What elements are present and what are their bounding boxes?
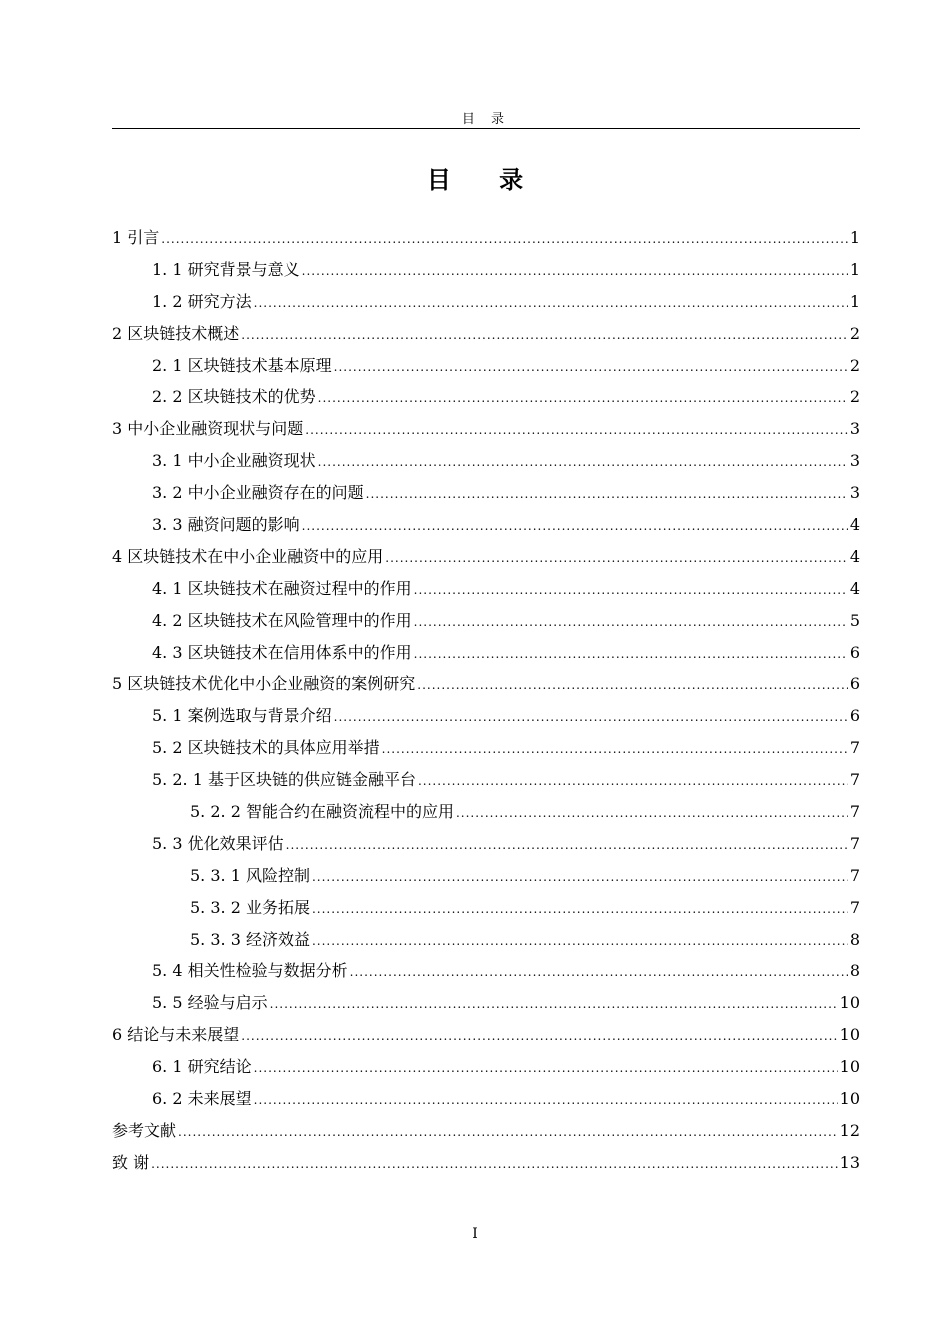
toc-entry-label: 3. 1 中小企业融资现状 — [152, 451, 316, 471]
toc-entry-label: 1 引言 — [112, 228, 160, 247]
toc-leader-dots — [414, 607, 848, 639]
toc-entry-label: 5. 5 经验与启示 — [152, 993, 268, 1013]
toc-entry[interactable] — [112, 700, 860, 732]
toc-leader-dots — [318, 447, 848, 479]
toc-leader-dots — [334, 702, 848, 734]
toc-leader-dots — [382, 734, 848, 766]
page-number: I — [472, 1226, 478, 1242]
toc-entry-page: 2 — [849, 387, 860, 407]
toc-entry[interactable] — [112, 350, 860, 382]
toc-entry-page: 1 — [849, 291, 860, 311]
toc-entry[interactable] — [112, 381, 860, 413]
toc-entry-label: 5. 3. 3 经济效益 — [190, 929, 310, 949]
toc-entry-label: 6 结论与未来展望 — [112, 1025, 240, 1045]
toc-leader-dots — [241, 1021, 837, 1053]
toc-entry-label: 5. 2 区块链技术的具体应用举措 — [152, 738, 380, 758]
toc-entry-page: 7 — [849, 738, 860, 758]
toc-leader-dots — [302, 256, 848, 288]
toc-entry-label: 5. 3. 2 业务拓展 — [190, 897, 310, 917]
toc-leader-dots — [456, 798, 848, 830]
toc-entry-label: 致 谢 — [112, 1152, 150, 1172]
toc-leader-dots — [270, 989, 838, 1021]
toc-entry-label: 2. 2 区块链技术的优势 — [152, 387, 316, 407]
toc-entry-label: 4. 2 区块链技术在风险管理中的作用 — [152, 610, 412, 630]
toc-entry-page: 4 — [849, 546, 860, 566]
toc-leader-dots — [286, 830, 848, 862]
toc-entry[interactable] — [112, 1051, 860, 1083]
toc-entry[interactable] — [112, 605, 860, 637]
toc-leader-dots — [417, 670, 848, 702]
toc-entry[interactable] — [112, 796, 860, 828]
toc-entry-page: 4 — [849, 578, 860, 598]
toc-entry-label: 5. 1 案例选取与背景介绍 — [152, 706, 332, 726]
toc-entry[interactable] — [112, 445, 860, 477]
toc-leader-dots — [414, 639, 848, 671]
toc-leader-dots — [241, 320, 848, 352]
toc-entry-label: 6. 2 未来展望 — [152, 1089, 252, 1109]
toc-entry-label: 4. 3 区块链技术在信用体系中的作用 — [152, 642, 412, 662]
toc-entry-label: 参考文献 — [112, 1120, 177, 1140]
toc-entry[interactable] — [112, 286, 860, 318]
toc-entry[interactable] — [112, 318, 860, 350]
toc-entry-page: 3 — [849, 483, 860, 503]
table-of-contents — [112, 222, 860, 1179]
toc-entry-label: 5. 2. 1 基于区块链的供应链金融平台 — [152, 770, 416, 790]
toc-entry[interactable] — [112, 222, 860, 254]
toc-leader-dots — [302, 511, 848, 543]
toc-leader-dots — [318, 383, 848, 415]
toc-entry-page: 8 — [849, 929, 860, 949]
toc-entry[interactable] — [112, 1147, 860, 1179]
toc-leader-dots — [334, 352, 848, 384]
toc-entry[interactable] — [112, 477, 860, 509]
toc-entry-label: 5 区块链技术优化中小企业融资的案例研究 — [112, 674, 416, 694]
toc-entry-page: 7 — [849, 833, 860, 853]
toc-entry-page: 7 — [849, 802, 860, 822]
toc-entry-page: 5 — [849, 610, 860, 630]
toc-entry-label: 6. 1 研究结论 — [152, 1057, 252, 1077]
toc-entry-page: 13 — [839, 1152, 860, 1172]
toc-entry[interactable] — [112, 828, 860, 860]
toc-entry[interactable] — [112, 892, 860, 924]
toc-entry-page: 7 — [849, 770, 860, 790]
toc-leader-dots — [312, 862, 848, 894]
toc-entry-label: 3. 2 中小企业融资存在的问题 — [152, 483, 364, 503]
toc-entry-label: 3 中小企业融资现状与问题 — [112, 419, 304, 439]
toc-leader-dots — [151, 1149, 838, 1181]
toc-entry[interactable] — [112, 413, 860, 445]
toc-leader-dots — [254, 1053, 838, 1085]
toc-entry[interactable] — [112, 573, 860, 605]
toc-leader-dots — [418, 766, 848, 798]
toc-entry-label: 4. 1 区块链技术在融资过程中的作用 — [152, 578, 412, 598]
toc-entry-label: 5. 2. 2 智能合约在融资流程中的应用 — [190, 802, 454, 822]
toc-entry[interactable] — [112, 1083, 860, 1115]
toc-entry-label: 2 区块链技术概述 — [112, 323, 240, 343]
toc-entry-page: 3 — [849, 451, 860, 471]
toc-entry-page: 6 — [849, 706, 860, 726]
toc-entry[interactable] — [112, 254, 860, 286]
toc-leader-dots — [366, 479, 848, 511]
toc-entry-page: 3 — [849, 419, 860, 439]
toc-entry-page: 10 — [839, 1089, 860, 1109]
toc-entry-page: 2 — [849, 355, 860, 375]
toc-entry-label: 5. 4 相关性检验与数据分析 — [152, 961, 348, 981]
toc-leader-dots — [178, 1117, 838, 1149]
toc-entry-page: 1 — [849, 259, 860, 279]
toc-entry-label: 5. 3. 1 风险控制 — [190, 865, 310, 885]
toc-entry[interactable] — [112, 987, 860, 1019]
toc-leader-dots — [161, 224, 848, 256]
toc-entry[interactable] — [112, 1115, 860, 1147]
toc-entry[interactable] — [112, 637, 860, 669]
toc-entry-label: 5. 3 优化效果评估 — [152, 833, 284, 853]
toc-entry-page: 7 — [849, 865, 860, 885]
toc-entry[interactable] — [112, 732, 860, 764]
toc-entry-label: 4 区块链技术在中小企业融资中的应用 — [112, 546, 384, 566]
toc-entry-page: 12 — [839, 1120, 860, 1140]
toc-leader-dots — [385, 543, 848, 575]
toc-entry-page: 6 — [849, 674, 860, 694]
toc-leader-dots — [305, 415, 848, 447]
toc-entry[interactable] — [112, 955, 860, 987]
toc-entry-page: 1 — [849, 228, 860, 247]
toc-entry-page: 4 — [849, 515, 860, 535]
toc-entry-page: 10 — [839, 993, 860, 1013]
toc-entry-page: 10 — [839, 1025, 860, 1045]
toc-entry-label: 1. 1 研究背景与意义 — [152, 259, 300, 279]
toc-entry[interactable] — [112, 924, 860, 956]
toc-entry[interactable] — [112, 509, 860, 541]
page-title: 目 录 — [426, 166, 544, 194]
toc-entry-page: 2 — [849, 323, 860, 343]
toc-entry-label: 3. 3 融资问题的影响 — [152, 515, 300, 535]
header-divider — [112, 128, 860, 129]
toc-entry-page: 10 — [839, 1057, 860, 1077]
running-header: 目 录 — [461, 112, 511, 127]
toc-leader-dots — [414, 575, 848, 607]
toc-entry[interactable] — [112, 860, 860, 892]
toc-leader-dots — [312, 894, 848, 926]
toc-entry[interactable] — [112, 541, 860, 573]
toc-leader-dots — [312, 926, 848, 958]
toc-entry-page: 8 — [849, 961, 860, 981]
toc-entry-label: 1. 2 研究方法 — [152, 291, 252, 311]
toc-entry-page: 6 — [849, 642, 860, 662]
toc-entry-label: 2. 1 区块链技术基本原理 — [152, 355, 332, 375]
toc-leader-dots — [350, 957, 848, 989]
toc-entry[interactable] — [112, 668, 860, 700]
toc-entry[interactable] — [112, 764, 860, 796]
toc-entry[interactable] — [112, 1019, 860, 1051]
toc-entry-page: 7 — [849, 897, 860, 917]
toc-leader-dots — [254, 1085, 838, 1117]
toc-leader-dots — [254, 288, 848, 320]
